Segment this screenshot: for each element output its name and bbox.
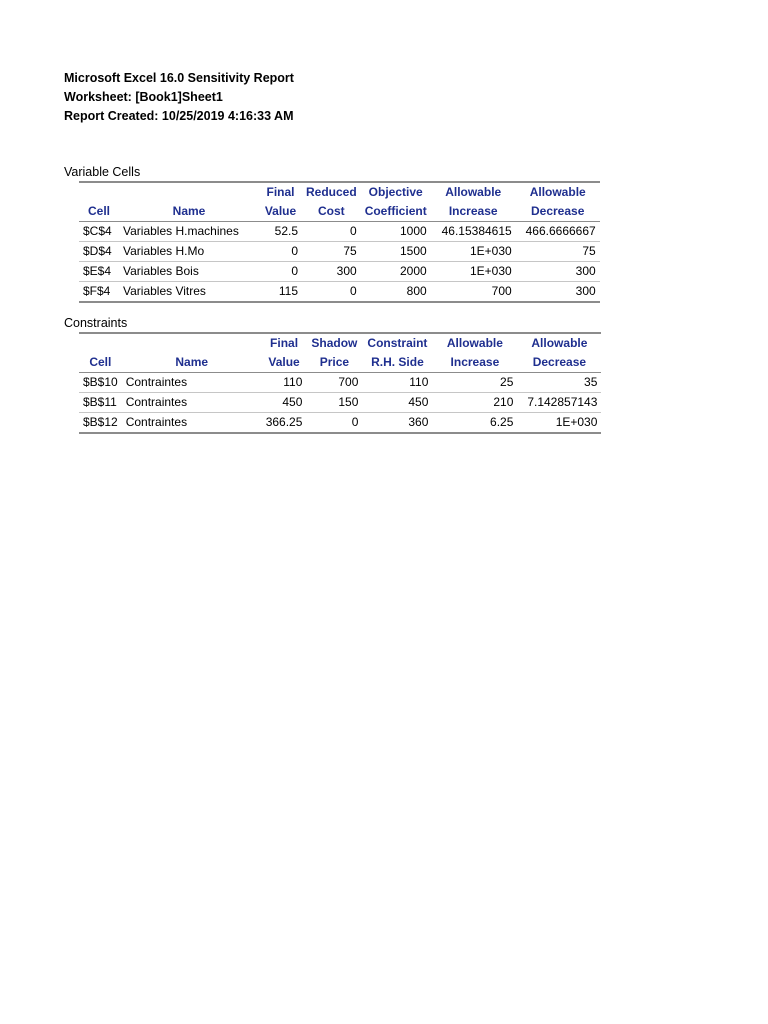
cell-ref: $B$12: [79, 413, 122, 434]
allowable-decrease: 300: [516, 282, 600, 303]
cell-ref: $B$10: [79, 373, 122, 393]
column-header: Price: [306, 353, 362, 373]
final-value: 52.5: [259, 222, 302, 242]
allowable-increase: 46.15384615: [431, 222, 516, 242]
column-header: Name: [122, 353, 262, 373]
allowable-increase: 210: [432, 393, 517, 413]
constraint-rh-side: 450: [362, 393, 432, 413]
objective-coefficient: 1000: [361, 222, 431, 242]
column-header: Constraint: [362, 333, 432, 353]
cell-name: Variables Bois: [119, 262, 259, 282]
column-header: [119, 182, 259, 202]
objective-coefficient: 2000: [361, 262, 431, 282]
report-worksheet: Worksheet: [Book1]Sheet1: [64, 90, 223, 104]
cell-name: Variables H.Mo: [119, 242, 259, 262]
reduced-cost: 0: [302, 222, 361, 242]
column-header: [79, 182, 119, 202]
allowable-decrease: 7.142857143: [517, 393, 601, 413]
cell-name: Contraintes: [122, 373, 262, 393]
column-header: Allowable: [517, 333, 601, 353]
column-header: [79, 333, 122, 353]
shadow-price: 700: [306, 373, 362, 393]
column-header: Cell: [79, 353, 122, 373]
table-row: [79, 393, 601, 413]
final-value: 366.25: [262, 413, 307, 434]
cell-ref: $B$11: [79, 393, 122, 413]
allowable-increase: 25: [432, 373, 517, 393]
reduced-cost: 300: [302, 262, 361, 282]
allowable-increase: 1E+030: [431, 262, 516, 282]
cell-ref: $F$4: [79, 282, 119, 303]
table-row: [79, 222, 600, 242]
table-row: [79, 413, 601, 434]
column-header: Value: [259, 202, 302, 222]
shadow-price: 0: [306, 413, 362, 434]
allowable-decrease: 466.6666667: [516, 222, 600, 242]
report-created: Report Created: 10/25/2019 4:16:33 AM: [64, 109, 294, 123]
constraint-rh-side: 110: [362, 373, 432, 393]
cell-name: Variables H.machines: [119, 222, 259, 242]
variable-cells-header-top: [79, 182, 600, 202]
cell-name: Contraintes: [122, 413, 262, 434]
cell-name: Variables Vitres: [119, 282, 259, 303]
allowable-decrease: 300: [516, 262, 600, 282]
report-title: Microsoft Excel 16.0 Sensitivity Report: [64, 71, 294, 85]
column-header: Decrease: [517, 353, 601, 373]
allowable-decrease: 35: [517, 373, 601, 393]
column-header: Cell: [79, 202, 119, 222]
column-header: R.H. Side: [362, 353, 432, 373]
column-header: Value: [262, 353, 307, 373]
reduced-cost: 0: [302, 282, 361, 303]
allowable-decrease: 1E+030: [517, 413, 601, 434]
allowable-increase: 1E+030: [431, 242, 516, 262]
variable-cells-header-bottom: [79, 202, 600, 222]
objective-coefficient: 800: [361, 282, 431, 303]
column-header: Allowable: [516, 182, 600, 202]
column-header: Cost: [302, 202, 361, 222]
constraints-table: [79, 332, 601, 434]
allowable-increase: 700: [431, 282, 516, 303]
column-header: Name: [119, 202, 259, 222]
column-header: Increase: [432, 353, 517, 373]
column-header: Increase: [431, 202, 516, 222]
objective-coefficient: 1500: [361, 242, 431, 262]
column-header: Shadow: [306, 333, 362, 353]
constraints-header-top: [79, 333, 601, 353]
final-value: 110: [262, 373, 307, 393]
cell-ref: $D$4: [79, 242, 119, 262]
reduced-cost: 75: [302, 242, 361, 262]
column-header: Final: [259, 182, 302, 202]
allowable-decrease: 75: [516, 242, 600, 262]
column-header: Decrease: [516, 202, 600, 222]
final-value: 115: [259, 282, 302, 303]
final-value: 450: [262, 393, 307, 413]
variable-cells-title: Variable Cells: [64, 165, 141, 179]
table-row: [79, 242, 600, 262]
constraints-header-bottom: [79, 353, 601, 373]
column-header: Allowable: [432, 333, 517, 353]
shadow-price: 150: [306, 393, 362, 413]
constraints-title: Constraints: [64, 316, 128, 330]
column-header: Final: [262, 333, 307, 353]
cell-ref: $C$4: [79, 222, 119, 242]
variable-cells-table: [79, 181, 600, 303]
final-value: 0: [259, 262, 302, 282]
column-header: Coefficient: [361, 202, 431, 222]
final-value: 0: [259, 242, 302, 262]
allowable-increase: 6.25: [432, 413, 517, 434]
table-row: [79, 262, 600, 282]
constraint-rh-side: 360: [362, 413, 432, 434]
column-header: Allowable: [431, 182, 516, 202]
column-header: Objective: [361, 182, 431, 202]
table-row: [79, 282, 600, 303]
table-row: [79, 373, 601, 393]
column-header: [122, 333, 262, 353]
cell-ref: $E$4: [79, 262, 119, 282]
column-header: Reduced: [302, 182, 361, 202]
cell-name: Contraintes: [122, 393, 262, 413]
